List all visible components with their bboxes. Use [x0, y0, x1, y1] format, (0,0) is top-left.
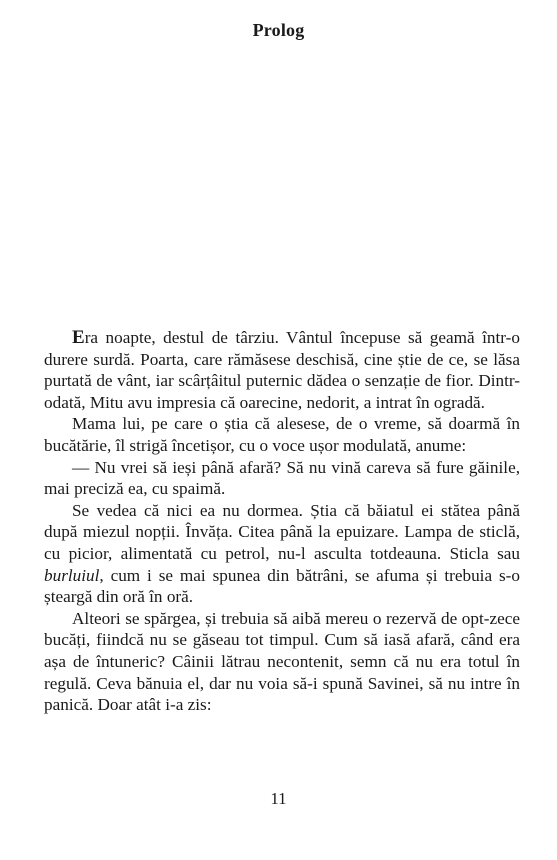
paragraph-4-emphasis: burluiul	[44, 565, 100, 585]
paragraph-1	[44, 327, 520, 413]
paragraph-5: Alteori se spărgea, și trebuia să aibă mereu o rezervă de opt-zece bucăți, fiindcă nu se găseau tot timpul. Cum să iasă afară, când era așa de întuneric? Câinii lătrau necontenit, semn că nu era totul în regulă. Ceva bănuia el, dar nu voia să-i spună Savinei, să nu intre în panică. Doar atât i-a zis:	[44, 608, 520, 715]
chapter-title: Prolog	[252, 20, 305, 40]
first-letter: E	[72, 327, 85, 348]
paragraph-4-text-after: , cum i se mai spunea din bătrâni, se afuma și trebuia s-o șteargă din oră în oră.	[44, 565, 520, 607]
paragraph-3-dialogue: — Nu vrei să ieși până afară? Să nu vină careva să fure găinile, mai preciză ea, cu spaimă.	[44, 457, 520, 499]
paragraph-2: Mama lui, pe care o știa că alesese, de o vreme, să doarmă în bucătărie, îl strigă încetișor, cu o voce ușor modulată, anume:	[44, 414, 520, 455]
page-number: 11	[270, 789, 287, 808]
paragraph-4-text-before: Se vedea că nici ea nu dormea. Știa că băiatul ei stătea până după miezul nopții. Învăța. Citea până la epuizare. Lampa de sticlă, cu picior, alimentată cu petrol, nu-l asculta totdeauna. Sticla sau	[44, 500, 520, 563]
body-text	[44, 327, 520, 716]
paragraph-1-text: ra noapte, destul de târziu. Vântul începuse să geamă într-o durere surdă. Poarta, care rămăsese deschisă, cine știe de ce, se lăsa purtată de vânt, iar scârțâitul puternic dădea o senzație de fior. Dintr-odată, Mitu avu impresia că oarecine, nedorit, a intrat în ogradă.	[44, 328, 520, 412]
paragraph-4	[44, 500, 520, 608]
